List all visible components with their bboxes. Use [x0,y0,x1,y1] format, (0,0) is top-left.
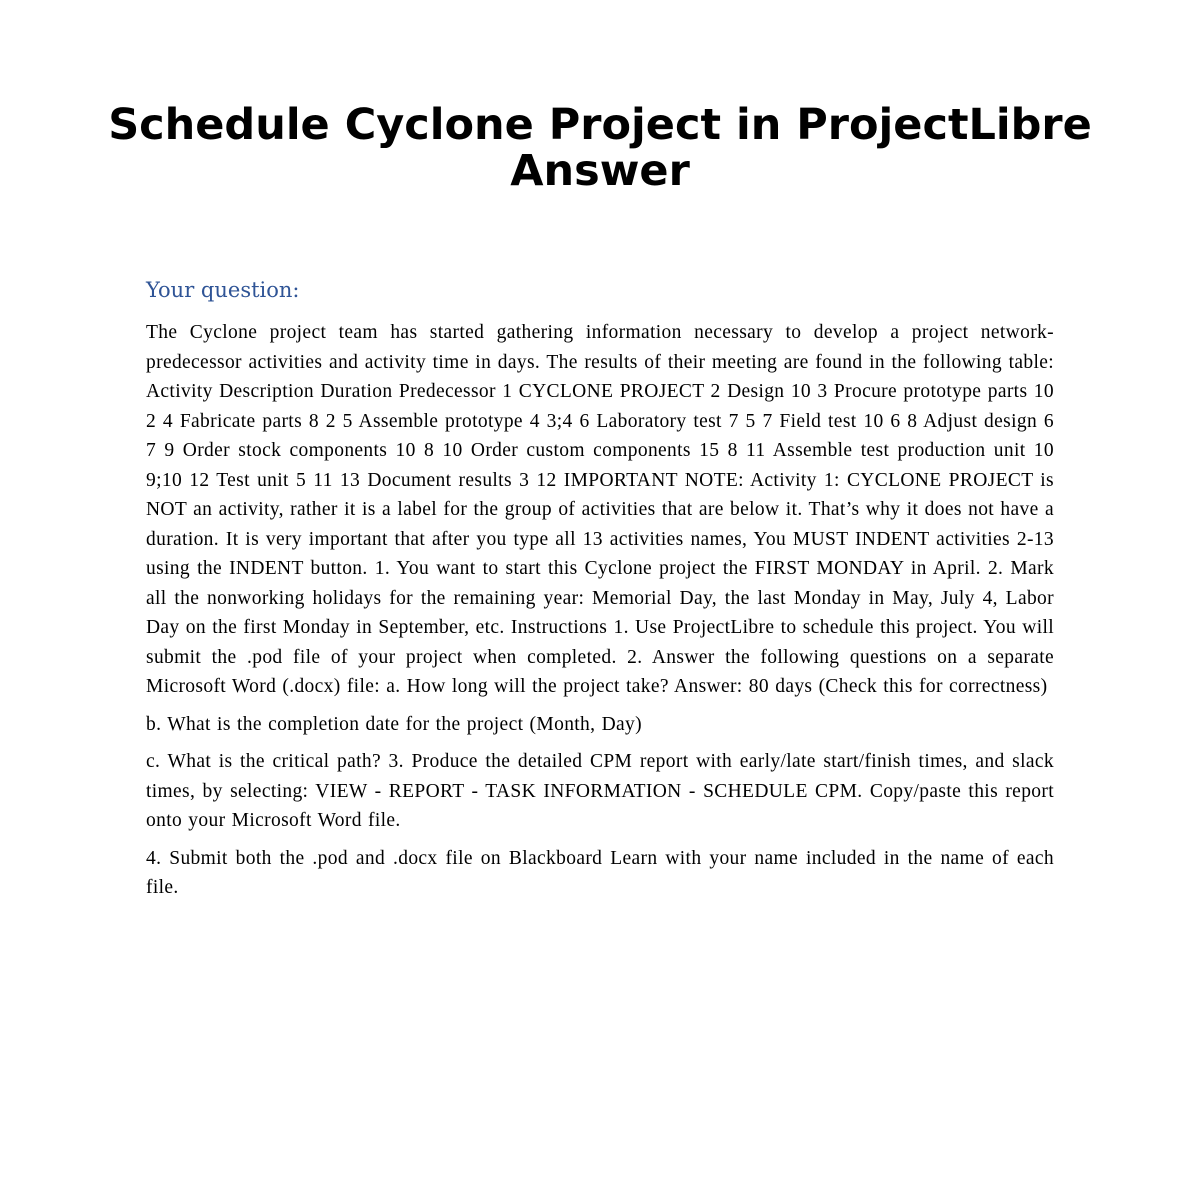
section-heading-your-question: Your question: [146,278,300,302]
question-paragraph-main: The Cyclone project team has started gathering information necessary to develop a project network-predecessor activities and activity time in days. The results of their meeting are found in the following table: Activity Description Duration Predecessor 1 CYCLONE PROJECT 2 Design 10 3 Procure prototype parts 10 2 4 Fabricate parts 8 2 5 Assemble prototype 4 3;4 6 Laboratory test 7 5 7 Field test 10 6 8 Adjust design 6 7 9 Order stock components 10 8 10 Order custom components 15 8 11 Assemble test production unit 10 9;10 12 Test unit 5 11 13 Document results 3 12 IMPORTANT NOTE: Activity 1: CYCLONE PROJECT is NOT an activity, rather it is a label for the group of activities that are below it. That’s why it does not have a duration. It is very important that after you type all 13 activities names, You MUST INDENT activities 2-13 using the INDENT button. 1. You want to start this Cyclone project the FIRST MONDAY in April. 2. Mark all the nonworking holidays for the remaining year: Memorial Day, the last Monday in May, July 4, Labor Day on the first Monday in September, etc. Instructions 1. Use ProjectLibre to schedule this project. You will submit the .pod file of your project when completed. 2. Answer the following questions on a separate Microsoft Word (.docx) file: a. How long will the project take? Answer: 80 days (Check this for correctness) [146,322,1054,697]
question-paragraph-submit: 4. Submit both the .pod and .docx file on Blackboard Learn with your name included in the name of each file. [146,847,1054,898]
question-paragraph-critical-path: c. What is the critical path? 3. Produce the detailed CPM report with early/late start/finish times, and slack times, by selecting: VIEW - REPORT - TASK INFORMATION - SCHEDULE CPM. Copy/paste this report onto your Microsoft Word file. [146,751,1054,831]
document-body [146,276,1054,911]
document-title: Schedule Cyclone Project in ProjectLibre Answer [108,100,1092,196]
question-paragraph-completion-date: b. What is the completion date for the project (Month, Day) [146,713,642,735]
